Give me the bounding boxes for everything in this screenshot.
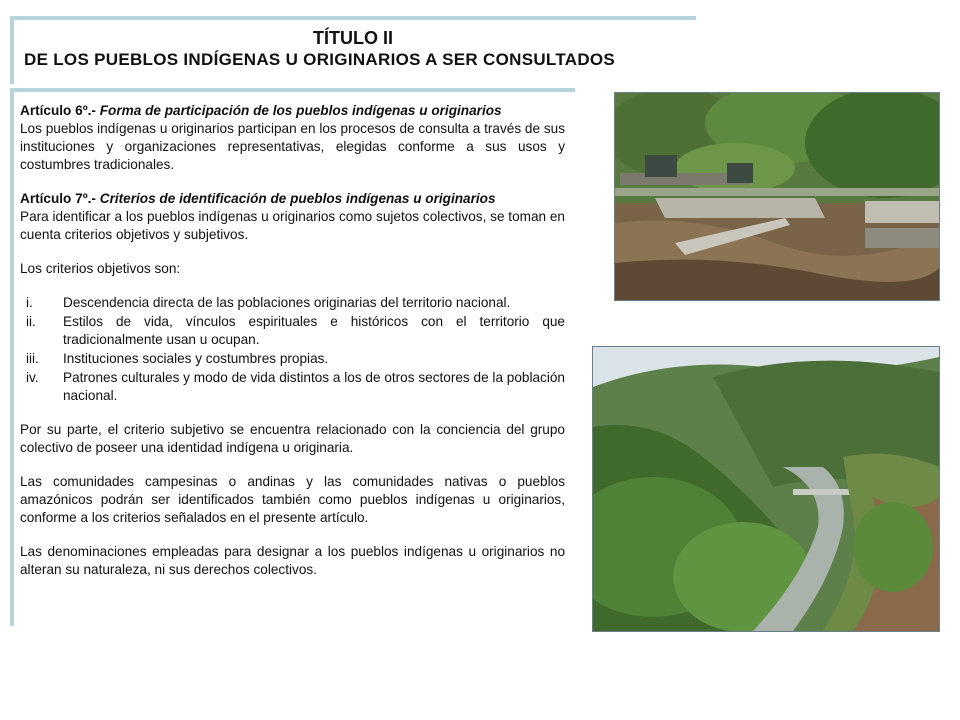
list-item-text: Estilos de vida, vínculos espirituales e históricos con el territorio que tradicionalmente usan u ocupan. xyxy=(63,314,565,347)
title-top-rule xyxy=(10,16,696,20)
article-6-number: Artículo 6º.- xyxy=(20,103,96,118)
title-block xyxy=(10,16,696,84)
objective-criteria-intro: Los criterios objetivos son: xyxy=(20,261,181,276)
article-7-title: Criterios de identificación de pueblos indígenas u originarios xyxy=(95,191,496,206)
title-left-rule xyxy=(10,16,14,84)
list-item xyxy=(20,294,565,312)
article-7 xyxy=(20,190,565,244)
article-text xyxy=(20,102,565,595)
content-top-rule xyxy=(10,88,575,92)
valley-river-image xyxy=(593,347,939,631)
objective-criteria-list xyxy=(20,294,565,405)
page-title: TÍTULO II xyxy=(313,28,393,48)
article-7-intro: Para identificar a los pueblos indígenas u originarios como sujetos colectivos, se toman en cuenta criterios objetivos y subjetivos. xyxy=(20,209,565,242)
list-item xyxy=(20,313,565,349)
list-item-number: iii. xyxy=(26,351,39,366)
list-item xyxy=(20,369,565,405)
content-left-rule xyxy=(10,88,14,626)
list-item-number: ii. xyxy=(26,314,36,329)
article-6 xyxy=(20,102,565,174)
article-7-number: Artículo 7º.- xyxy=(20,191,96,206)
list-item-number: i. xyxy=(26,295,33,310)
subjective-criterion: Por su parte, el criterio subjetivo se encuentra relacionado con la conciencia del grupo colectivo de poseer una identidad indígena u originaria. xyxy=(20,422,565,455)
article-6-heading xyxy=(20,102,565,120)
list-item xyxy=(20,350,565,368)
article-6-body: Los pueblos indígenas u originarios participan en los procesos de consulta a través de sus instituciones y organizaciones representativas, elegidas conforme a sus usos y costumbres tradicionales. xyxy=(20,121,565,172)
list-item-text: Patrones culturales y modo de vida distintos a los de otros sectores de la población nacional. xyxy=(63,370,565,403)
denominations-paragraph: Las denominaciones empleadas para designar a los pueblos indígenas u originarios no alteran su naturaleza, ni sus derechos colectivos. xyxy=(20,544,565,577)
page-subtitle: DE LOS PUEBLOS INDÍGENAS U ORIGINARIOS A SER CONSULTADOS xyxy=(24,50,616,69)
bridge-collapse-image xyxy=(615,93,939,300)
valley-river-photo xyxy=(592,346,940,632)
article-6-title: Forma de participación de los pueblos indígenas u originarios xyxy=(95,103,502,118)
list-item-text: Instituciones sociales y costumbres propias. xyxy=(63,351,329,366)
communities-paragraph: Las comunidades campesinas o andinas y las comunidades nativas o pueblos amazónicos podrán ser identificados también como pueblos indígenas u originarios, conforme a los criterios señalados en el presente artículo. xyxy=(20,474,565,525)
content-panel xyxy=(10,88,575,626)
bridge-collapse-photo xyxy=(614,92,940,301)
list-item-text: Descendencia directa de las poblaciones originarias del territorio nacional. xyxy=(63,295,511,310)
list-item-number: iv. xyxy=(26,370,39,385)
article-7-heading xyxy=(20,190,565,208)
